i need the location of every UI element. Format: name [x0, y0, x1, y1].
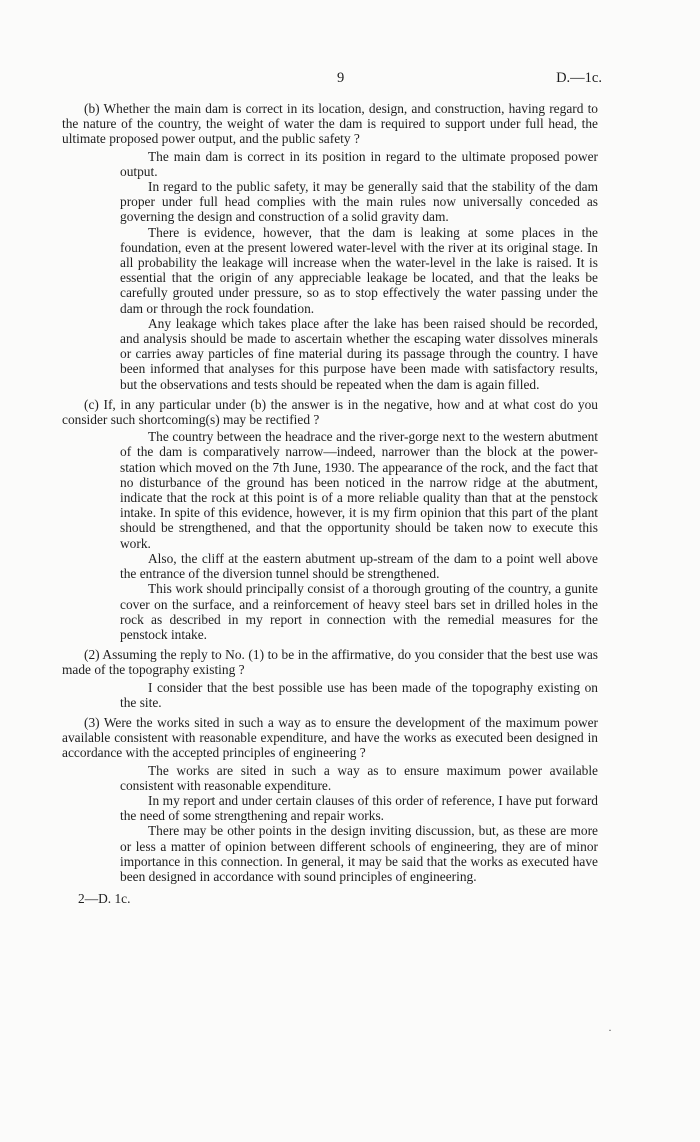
answer-paragraph: There is evidence, however, that the dam is leaking at some places in the foundation, even at the present lowered water-level with the river at its original stage. In all probability the leakage will increase when the water-level in the lake is raised. It is essential that the origin of any appreciable leakage be located, and that the leaks be carefully grouted under pressure, so as to stop effectively the water passing under the dam or through the rock foundation.: [120, 224, 598, 316]
document-body: [62, 101, 598, 907]
document-reference: D.—1c.: [556, 70, 602, 86]
answer-paragraph: The works are sited in such a way as to ensure maximum power available consistent with reasonable expenditure.: [120, 762, 598, 793]
footer-signature-mark: 2—D. 1c.: [78, 891, 131, 907]
answer-paragraph: In my report and under certain clauses of this order of reference, I have put forward the need of some strengthening and repair works.: [120, 792, 598, 824]
question-2: (2) Assuming the reply to No. (1) to be in the affirmative, do you consider that the best use was made of the topography existing ?: [62, 647, 598, 678]
question-b: (b) Whether the main dam is correct in its location, design, and construction, having regard to the nature of the country, the weight of water the dam is required to support under full head, the ultimate proposed power output, and the public safety ?: [62, 101, 598, 147]
answer-paragraph: The main dam is correct in its position in regard to the ultimate proposed power output.: [120, 148, 598, 179]
page-number: 9: [337, 70, 345, 86]
answer-paragraph: I consider that the best possible use has been made of the topography existing on the site.: [120, 679, 598, 710]
answer-paragraph: This work should principally consist of a thorough grouting of the country, a gunite cover on the surface, and a reinforcement of heavy steel bars set in drilled holes in the rock as described in my report in connection with the remedial measures for the penstock intake.: [120, 581, 598, 642]
answer-paragraph: There may be other points in the design inviting discussion, but, as these are more or less a matter of opinion between different schools of engineering, they are of minor importance in this connection. In general, it may be said that the works as executed have been designed in accordance with sound principles of engineering.: [120, 823, 598, 884]
answer-paragraph: Any leakage which takes place after the lake has been raised should be recorded, and analysis should be made to ascertain whether the escaping water dissolves minerals or carries away particles of fine material during its passage through the country. I have been informed that analyses for this purpose have been made with satisfactory results, but the observations and tests should be repeated when the dam is again filled.: [120, 315, 598, 392]
question-3: (3) Were the works sited in such a way as to ensure the development of the maximum power available consistent with reasonable expenditure, and have the works as executed been designed in accordance with the accepted principles of engineering ?: [62, 714, 598, 761]
answer-paragraph: The country between the headrace and the river-gorge next to the western abutment of the dam is comparatively narrow—indeed, narrower than the block at the power-station which moved on the 7th June, 1930. The appearance of the rock, and the fact that no disturbance of the ground has been noticed in the narrow ridge at the abutment, indicate that the rock at this point is of a more reliable quality than that at the penstock intake. In spite of this evidence, however, it is my firm opinion that this part of the plant should be strengthened, and that the opportunity should be taken now to execute this work.: [120, 429, 598, 551]
stray-mark: ·: [608, 1023, 612, 1037]
answer-paragraph: In regard to the public safety, it may be generally said that the stability of the dam proper under full head complies with the main rules now universally conceded as governing the design and construction of a solid gravity dam.: [120, 179, 598, 225]
question-c: (c) If, in any particular under (b) the answer is in the negative, how and at what cost do you consider such shortcoming(s) may be rectified ?: [62, 396, 598, 428]
answer-paragraph: Also, the cliff at the eastern abutment up-stream of the dam to a point well above the entrance of the diversion tunnel should be strengthened.: [120, 550, 598, 582]
